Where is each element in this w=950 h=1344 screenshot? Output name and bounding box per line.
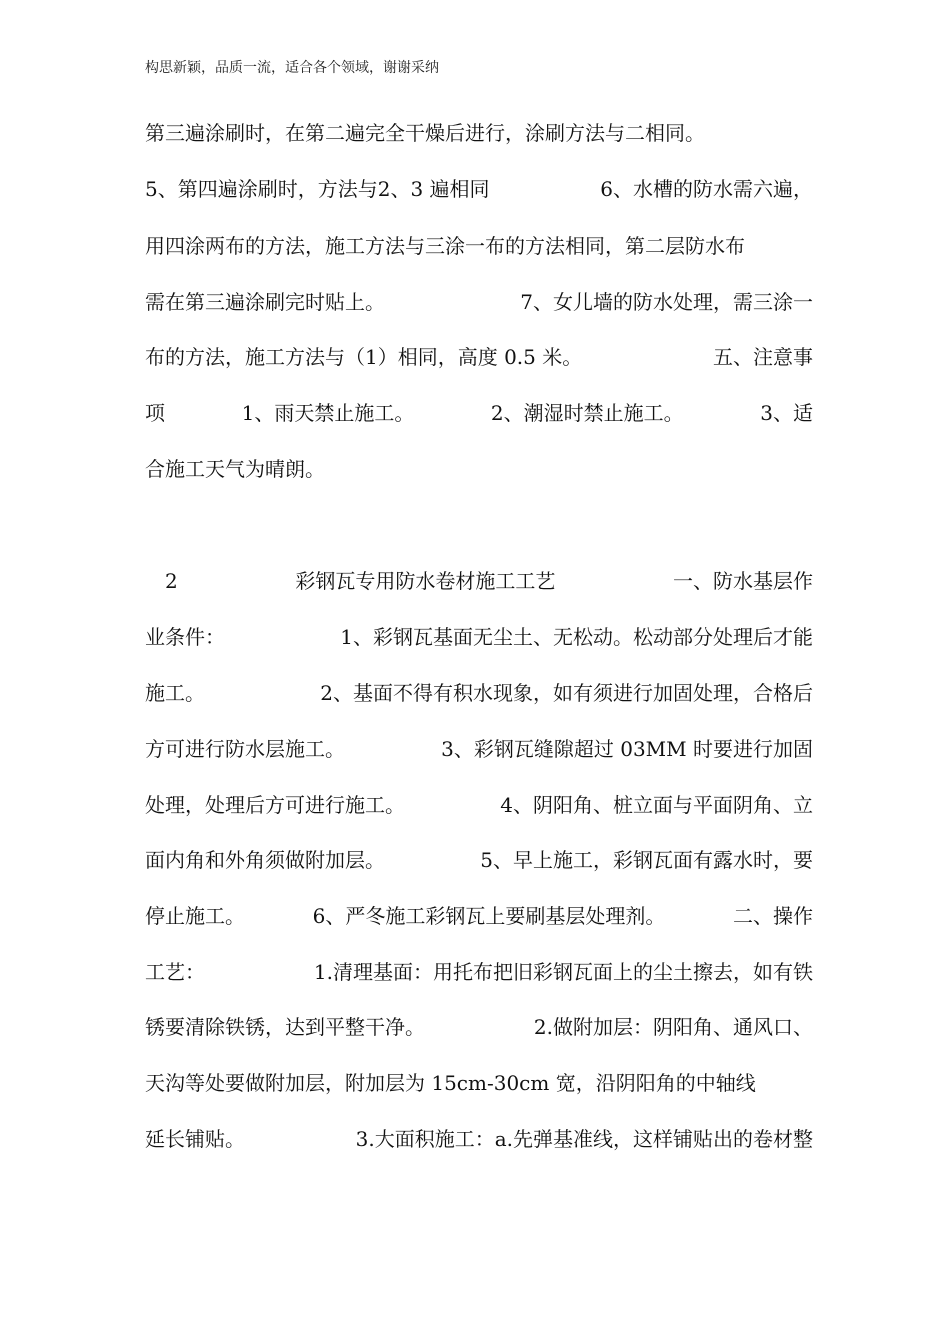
text-segment: 锈要清除铁锈，达到平整干净。 xyxy=(145,1015,425,1039)
text-segment: 需在第三遍涂刷完时贴上。 xyxy=(145,290,385,314)
text-segment: 停止施工。 xyxy=(145,904,245,928)
text-segment: 3、适 xyxy=(760,401,813,425)
body-line xyxy=(145,175,813,203)
text-segment: 一、防水基层作 xyxy=(672,569,813,593)
text-segment: 4、阴阳角、桩立面与平面阴角、立 xyxy=(500,793,813,817)
text-segment: 1.清理基面：用托布把旧彩钢瓦面上的尘土擦去，如有铁 xyxy=(313,960,813,984)
text-segment: 施工。 xyxy=(145,681,205,705)
text-segment: 延长铺贴。 xyxy=(145,1127,245,1151)
text-segment: 6、水槽的防水需六遍， xyxy=(600,177,813,201)
text-segment: 1、彩钢瓦基面无尘土、无松动。松动部分处理后才能 xyxy=(340,625,813,649)
text-segment: 2、潮湿时禁止施工。 xyxy=(490,401,684,425)
section-heading-line xyxy=(145,567,813,595)
section-title: 彩钢瓦专用防水卷材施工工艺 xyxy=(295,569,556,593)
body-line xyxy=(145,623,813,651)
text-segment: 业条件： xyxy=(145,625,225,649)
text-segment: 1、雨天禁止施工。 xyxy=(241,401,415,425)
body-line xyxy=(145,902,813,930)
text-segment: 用四涂两布的方法，施工方法与三涂一布的方法相同，第二层防水布 xyxy=(145,234,745,258)
text-segment: 面内角和外角须做附加层。 xyxy=(145,848,385,872)
text-segment: 6、严冬施工彩钢瓦上要刷基层处理剂。 xyxy=(312,904,666,928)
text-segment: 5、早上施工，彩钢瓦面有露水时，要 xyxy=(480,848,813,872)
text-segment: 五、注意事 xyxy=(713,345,813,369)
text-segment: 工艺： xyxy=(145,960,205,984)
text-segment: 5、第四遍涂刷时，方法与2、3 遍相同 xyxy=(145,177,490,201)
page-header: 构思新颖，品质一流，适合各个领域，谢谢采纳 xyxy=(145,60,439,76)
body-line xyxy=(145,735,813,763)
text-segment: 2.做附加层：阴阳角、通风口、 xyxy=(533,1015,813,1039)
text-segment: 7、女儿墙的防水处理，需三涂一 xyxy=(520,290,813,314)
text-segment: 2、基面不得有积水现象，如有须进行加固处理，合格后 xyxy=(320,681,813,705)
body-line xyxy=(145,1013,813,1041)
body-line xyxy=(145,343,813,371)
text-segment: 合施工天气为晴朗。 xyxy=(145,457,325,481)
text-segment: 布的方法，施工方法与（1）相同，高度 0.5 米。 xyxy=(145,345,583,369)
section-number: 2 xyxy=(145,569,178,593)
body-line xyxy=(145,232,813,260)
text-segment: 第三遍涂刷时，在第二遍完全干燥后进行，涂刷方法与二相同。 xyxy=(145,121,705,145)
body-line xyxy=(145,791,813,819)
body-line xyxy=(145,288,813,316)
body-line xyxy=(145,1069,813,1097)
text-segment: 3.大面积施工：a.先弹基准线，这样铺贴出的卷材整 xyxy=(355,1127,813,1151)
body-line xyxy=(145,399,813,427)
text-segment: 方可进行防水层施工。 xyxy=(145,737,345,761)
body-line xyxy=(145,1125,813,1153)
text-segment: 项 xyxy=(145,401,165,425)
text-segment: 处理，处理后方可进行施工。 xyxy=(145,793,405,817)
text-segment: 二、操作 xyxy=(732,904,813,928)
body-line xyxy=(145,679,813,707)
body-line xyxy=(145,119,813,147)
text-segment: 天沟等处要做附加层，附加层为 15cm-30cm 宽，沿阴阳角的中轴线 xyxy=(145,1071,756,1095)
body-line xyxy=(145,455,813,483)
body-line xyxy=(145,846,813,874)
body-line xyxy=(145,958,813,986)
text-segment: 3、彩钢瓦缝隙超过 03MM 时要进行加固 xyxy=(441,737,813,761)
